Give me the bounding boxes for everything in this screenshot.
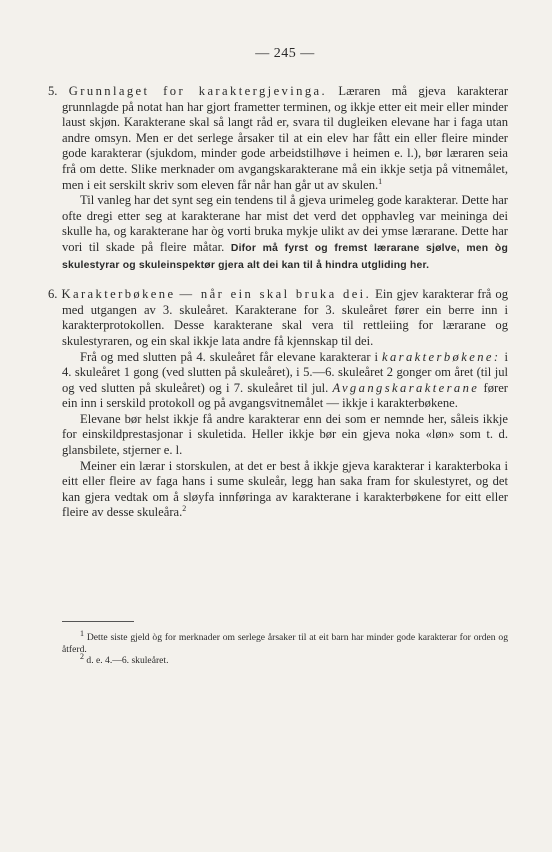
- footnote-2-marker: 2: [80, 651, 84, 661]
- section-6-text-1: Ein gjev karakterar frå og med utgangen av 3. skuleåret. Karakterane for 3. skuleåret fører ein berre inn i karakterprotokollen. Desse karakterane skal vera til rettleiing for lærarane og skulestyraren, og ein skal ikkje lata andre få kjennskap til dei.: [62, 287, 508, 348]
- footnote-1-text: Dette siste gjeld òg for merknader om serlege årsaker til at eit barn har minder gode karakterar for orden og åtferd.: [62, 632, 508, 655]
- footnote-ref-1: 1: [378, 176, 383, 186]
- footnote-1-marker: 1: [80, 628, 84, 638]
- section-6: [48, 287, 508, 521]
- footnote-2: [62, 651, 508, 667]
- section-5-text-2: Til vanleg har det synt seg ein tendens til å gjeva urimeleg gode karakterar. Dette har ofte dregi etter seg at karakterane har mist det verd det opphavleg var meininga dei skulle ha, og karakterane har òg vorti bruka mykje ulikt av dei ymse lærarane. Dette har vori til skade på fleire måtar.: [62, 193, 508, 254]
- section-5: [48, 84, 509, 273]
- section-5-bold-note: Difor må fyrst og fremst lærarane sjølve, men òg skulestyrar og skuleinspektør gjera alt dei kan til å hindra utgliding her.: [62, 242, 508, 271]
- footnote-1: [62, 628, 508, 655]
- footnote-2-text: d. e. 4.—6. skuleåret.: [86, 655, 169, 667]
- section-6-text-4: Meiner ein lærar i storskulen, at det er best å ikkje gjeva karakterar i karakterboka i eitt eller fleire av faga hans i sume skuleår, legg han saka fram for skulestyret, og det kan gjera vedtak om å sløyfa innføringa av karakterane i karakterbøkene for eitt eller fleire av desse skuleåra.: [62, 458, 508, 520]
- section-5-paragraph-1: [48, 84, 509, 193]
- footnote-divider: [62, 621, 134, 622]
- section-5-number: 5.: [48, 84, 58, 98]
- section-6-italic-avgangskarakterane: Avgangskarakterane: [332, 380, 480, 395]
- section-5-heading: Grunnlaget for karaktergjevinga.: [68, 84, 328, 98]
- section-6-paragraph-2: [62, 350, 508, 412]
- section-6-paragraph-4: [62, 459, 508, 521]
- section-6-paragraph-3: Elevane bør helst ikkje få andre karakterar enn dei som er nemnde her, såleis ikkje for einskildprestasjonar i skuletida. Heller ikkje bør ein gjeva noka «løn» som t. d. glansbilete, stjerner e. l.: [62, 411, 508, 458]
- section-6-text-2a: Frå og med slutten på 4. skuleåret får elevane karakterar i: [80, 349, 379, 364]
- footnotes: [62, 628, 508, 667]
- footnote-ref-2: 2: [182, 504, 187, 514]
- section-6-heading: Karakterbøkene: [61, 287, 176, 302]
- section-6-text-2b: i 4. skuleåret 1 gong (ved slutten på skuleåret), i 5.—6. skuleåret 2 gonger om året (til jul og ved slutten på skuleåret) og i 7. skuleåret til jul.: [62, 349, 508, 395]
- section-6-paragraph-1: [48, 287, 508, 349]
- section-5-text-1: Læraren må gjeva karakterar grunnlagde på notat han har gjort frametter terminen, og ikkje etter eit meir eller minder laust skjøn. Karakterane skal så langt råd er, svara til dugleiken elevane har i faga utan andre omsyn. Men er det serlege årsaker til at ein elev har fått ein eller fleire minder gode karakterar (sjukdom, minder gode arbeidstilhøve i heimen e. l.), bør læraren seia frå om dette. Slike merknader om avgangskarakterane må ein ikkje setja på vitnemålet, men i eit serskilt skriv som eleven får når han går ut av skulen.: [62, 84, 509, 192]
- section-6-heading-rest: — når ein skal bruka dei.: [179, 287, 372, 302]
- section-6-number: 6.: [48, 287, 58, 302]
- page-number: — 245 —: [255, 46, 315, 61]
- section-6-text-2c: fører ein inn i serskild protokoll og på avgangsvitnemålet — ikkje i karakterbøkene.: [62, 380, 508, 411]
- section-5-paragraph-2: [62, 193, 508, 273]
- section-6-italic-karakterbokene: karakterbøkene:: [381, 349, 501, 364]
